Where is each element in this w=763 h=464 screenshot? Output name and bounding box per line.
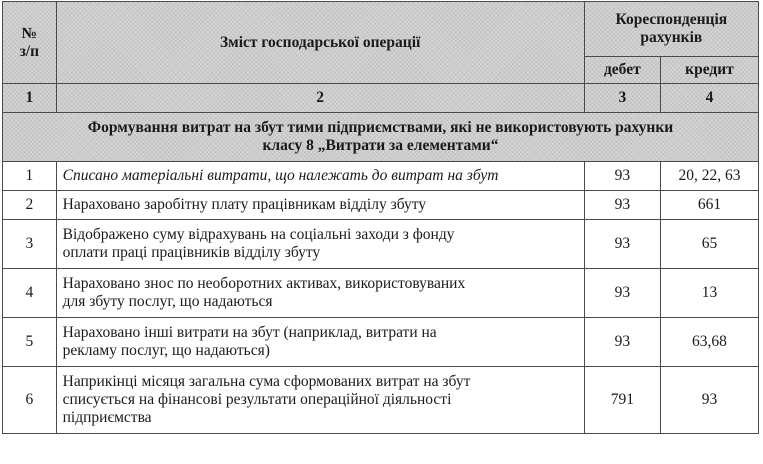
row-number: 6 [3,367,57,434]
row-credit: 661 [660,191,758,220]
row-description-line: Відображено суму відрахувань на соціальні заходи з фонду [62,226,455,243]
row-description-line: підприємства [62,409,152,426]
row-credit: 63,68 [660,318,758,367]
row-number: 1 [3,162,57,191]
row-description [56,269,584,318]
row-description-line: Нараховано заробітну плату працівникам відділу збуту [62,196,427,213]
column-index-row [3,84,759,113]
row-description-line: оплати праці працівників відділу збуту [62,244,321,261]
row-credit: 93 [660,367,758,434]
header-credit-cell: кредит [660,57,758,84]
section-heading-cell [3,113,759,162]
header-row [3,2,759,57]
table-row [3,162,759,191]
table-row [3,318,759,367]
table-row [3,220,759,269]
row-description [56,162,584,191]
row-debit: 93 [584,191,660,220]
row-number: 3 [3,220,57,269]
table-row [3,191,759,220]
row-description-line: рекламу послуг, що надаються) [62,342,270,359]
header-correspondence-line2: рахунків [640,29,703,46]
row-description-line: списується на фінансові результати операційної діяльності [62,391,452,408]
row-description [56,318,584,367]
row-credit: 20, 22, 63 [660,162,758,191]
row-debit: 93 [584,220,660,269]
header-number-cell [3,2,57,84]
row-debit: 791 [584,367,660,434]
row-description [56,367,584,434]
header-correspondence-line1: Кореспонденція [615,11,728,28]
column-index-3: 3 [584,84,660,113]
row-debit: 93 [584,269,660,318]
row-debit: 93 [584,318,660,367]
row-credit: 13 [660,269,758,318]
row-description [56,220,584,269]
row-description-line: Нараховано знос по необоротних активах, використовуваних [62,275,466,292]
header-number-line1: № [21,24,38,42]
row-description-line: для збуту послуг, що надаються [62,293,273,310]
row-number: 5 [3,318,57,367]
header-correspondence-cell [584,2,758,57]
column-index-1: 1 [3,84,57,113]
row-description-line: Наприкінці місяця загальна сума сформованих витрат на збут [62,373,471,390]
section-heading-line1: Формування витрат на збут тими підприємствами, які не використовують рахунки [87,119,674,136]
header-debit-cell: дебет [584,57,660,84]
row-credit: 65 [660,220,758,269]
row-description-line: Нараховано інші витрати на збут (наприклад, витрати на [62,324,437,341]
row-debit: 93 [584,162,660,191]
row-number: 4 [3,269,57,318]
section-heading-line2: класу 8 „Витрати за елементами“ [262,137,499,154]
table-row [3,367,759,434]
column-index-2: 2 [56,84,584,113]
section-heading-row [3,113,759,162]
accounting-entries-table [2,1,759,434]
row-description-line: Списано матеріальні витрати, що належать до витрат на збут [62,167,499,184]
row-number: 2 [3,191,57,220]
table-row [3,269,759,318]
header-number-line2: з/п [19,42,40,60]
column-index-4: 4 [660,84,758,113]
header-content-cell: Зміст господарської операції [56,2,584,84]
row-description [56,191,584,220]
